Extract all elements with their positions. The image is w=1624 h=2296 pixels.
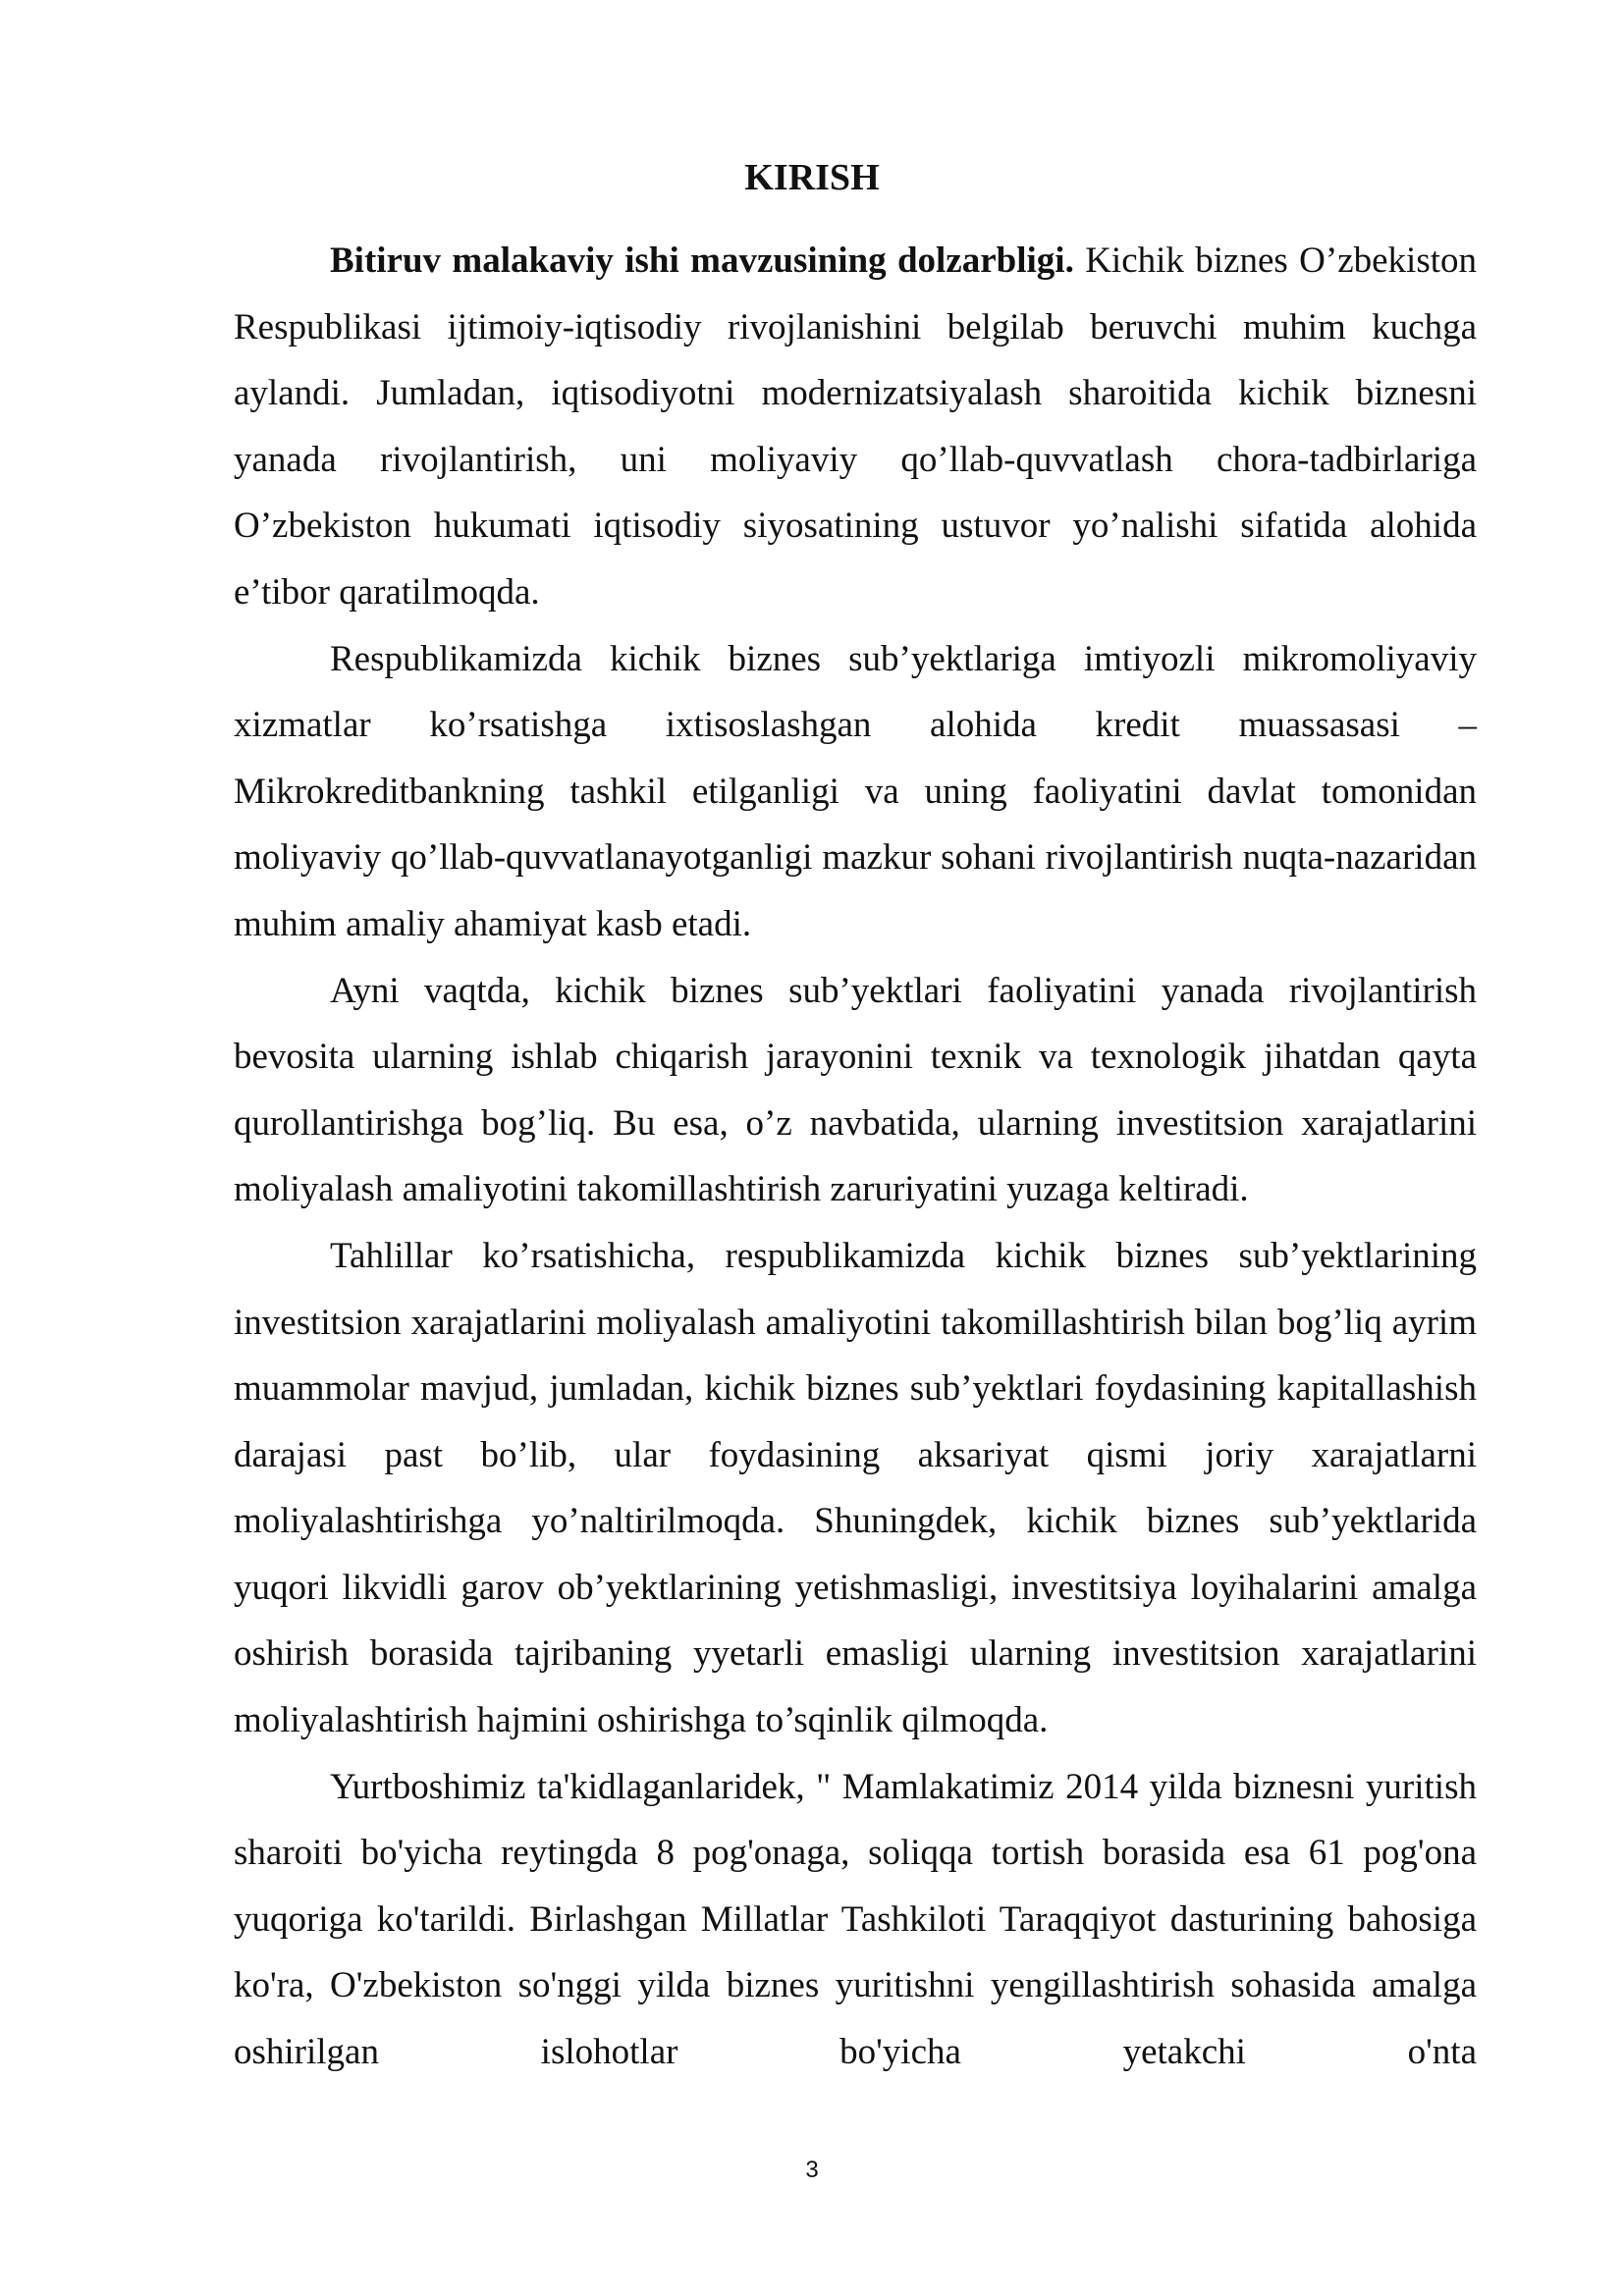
body-text: [234, 228, 1477, 2086]
page-heading: KIRISH: [744, 157, 880, 198]
paragraph-5: [234, 1754, 1477, 2086]
paragraph-text: Tahlillar ko’rsatishicha, respublikamizda kichik biznes sub’yektlarining investitsion xarajatlarini moliyalash amaliyotini takomillashtirish bilan bog’liq ayrim muammolar mavjud, jumladan, kichik biznes sub’yektlari foydasining kapitallashish darajasi past bo’lib, ular foydasining aksariyat qismi joriy xarajatlarni moliyalashtirishga yo’naltirilmoqda. Shuningdek, kichik biznes sub’yektlarida yuqori likvidli garov ob’yektlarining yetishmasligi, investitsiya loyihalarini amalga oshirish borasida tajribaning yyetarli emasligi ularning investitsion xarajatlarini moliyalashtirish hajmini oshirishga to’sqinlik qilmoqda.: [234, 1235, 1477, 1741]
paragraph-text: Yurtboshimiz ta'kidlaganlaridek, " Mamlakatimiz 2014 yilda biznesni yuritish sharoiti bo'yicha reytingda 8 pog'onaga, soliqqa tortish borasida esa 61 pog'ona yuqoriga ko'tarildi. Birlashgan Millatlar Tashkiloti Taraqqiyot dasturining bahosiga ko'ra, O'zbekiston so'nggi yilda biznes yuritishni yengillashtirish sohasida amalga oshirilgan islohotlar bo'yicha yetakchi o'nta: [234, 1766, 1477, 2073]
paragraph-lead: Bitiruv malakaviy ishi mavzusining dolzarbligi.: [330, 240, 1074, 281]
paragraph-text: Respublikamizda kichik biznes sub’yektlariga imtiyozli mikromoliyaviy xizmatlar ko’rsatishga ixtisoslashgan alohida kredit muassasasi – Mikrokreditbankning tashkil etilganligi va uning faoliyatini davlat tomonidan moliyaviy qo’llab-quvvatlanayotganligi mazkur sohani rivojlantirish nuqta-nazaridan muhim amaliy ahamiyat kasb etadi.: [234, 638, 1477, 944]
paragraph-text: Ayni vaqtda, kichik biznes sub’yektlari faoliyatini yanada rivojlantirish bevosita ularning ishlab chiqarish jarayonini texnik va texnologik jihatdan qayta qurollantirishga bog’liq. Bu esa, o’z navbatida, ularning investitsion xarajatlarini moliyalash amaliyotini takomillashtirish zaruriyatini yuzaga keltiradi.: [234, 970, 1477, 1210]
paragraph-1: [234, 228, 1477, 626]
paragraph-4: [234, 1223, 1477, 1754]
paragraph-text: Kichik biznes O’zbekiston Respublikasi ijtimoiy-iqtisodiy rivojlanishini belgilab beruvchi muhim kuchga aylandi. Jumladan, iqtisodiyotni modernizatsiyalash sharoitida kichik biznesni yanada rivojlantirish, uni moliyaviy qo’llab-quvvatlash chora-tadbirlariga O’zbekiston hukumati iqtisodiy siyosatining ustuvor yo’nalishi sifatida alohida e’tibor qaratilmoqda.: [234, 240, 1477, 613]
page-number: 3: [805, 2157, 819, 2183]
paragraph-3: [234, 958, 1477, 1223]
paragraph-2: [234, 626, 1477, 958]
